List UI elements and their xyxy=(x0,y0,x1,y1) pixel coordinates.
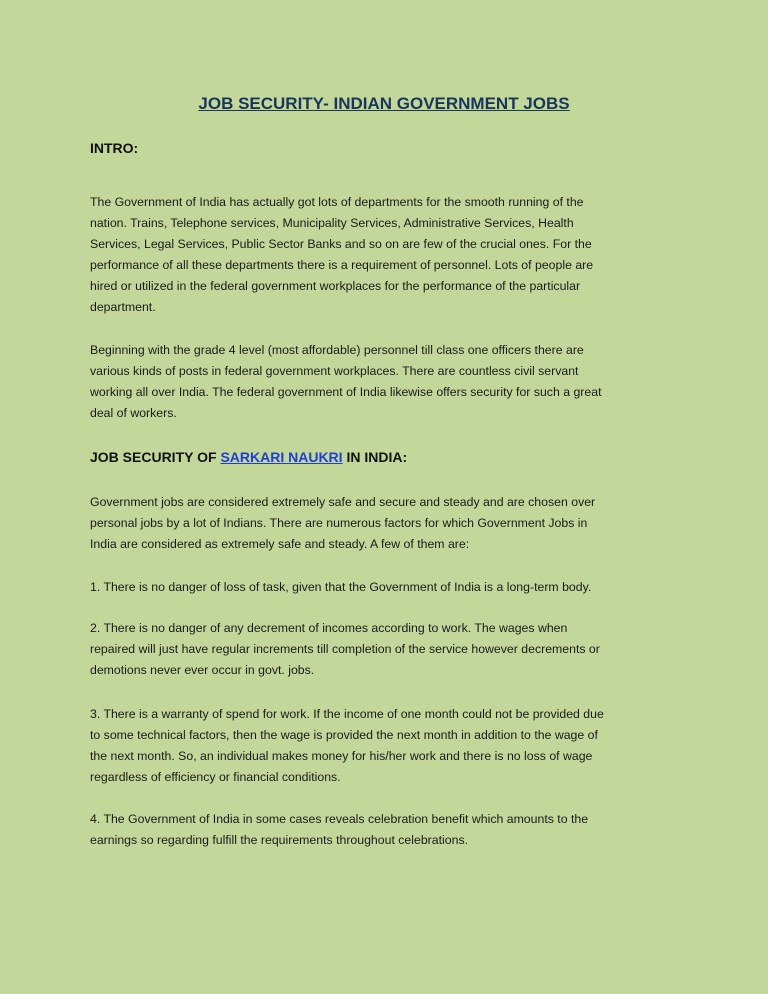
text-line: deal of workers. xyxy=(90,406,177,420)
intro-paragraph-1 xyxy=(90,192,593,318)
text-line: to some technical factors, then the wage is provided the next month in addition to the wage of xyxy=(90,728,598,742)
text-line: 2. There is no danger of any decrement of incomes according to work. The wages when xyxy=(90,621,568,635)
intro-paragraph-2 xyxy=(90,340,602,424)
sarkari-naukri-link[interactable]: SARKARI NAUKRI xyxy=(220,449,343,465)
text-line: India are considered as extremely safe and steady. A few of them are: xyxy=(90,537,470,551)
text-line: The Government of India has actually got lots of departments for the smooth running of the xyxy=(90,195,584,209)
text-line: 1. There is no danger of loss of task, given that the Government of India is a long-term body. xyxy=(90,580,592,594)
text-line: working all over India. The federal government of India likewise offers security for such a great xyxy=(90,385,602,399)
list-item-3 xyxy=(90,704,604,788)
text-line: regardless of efficiency or financial conditions. xyxy=(90,770,341,784)
section-paragraph xyxy=(90,492,595,555)
text-line: various kinds of posts in federal government workplaces. There are countless civil servant xyxy=(90,364,579,378)
text-line: nation. Trains, Telephone services, Municipality Services, Administrative Services, Health xyxy=(90,216,574,230)
section-heading-suffix: IN INDIA: xyxy=(342,449,408,465)
text-line: repaired will just have regular increments till completion of the service however decrements or xyxy=(90,642,600,656)
list-item-1 xyxy=(90,577,591,598)
intro-heading: INTRO: xyxy=(90,140,139,156)
text-line: hired or utilized in the federal government workplaces for the performance of the particular xyxy=(90,279,581,293)
text-line: the next month. So, an individual makes money for his/her work and there is no loss of wage xyxy=(90,749,593,763)
text-line: performance of all these departments there is a requirement of personnel. Lots of people are xyxy=(90,258,594,272)
text-line: 3. There is a warranty of spend for work. If the income of one month could not be provided due xyxy=(90,707,604,721)
list-item-2 xyxy=(90,618,600,681)
text-line: personal jobs by a lot of Indians. There are numerous factors for which Government Jobs in xyxy=(90,516,588,530)
text-line: Services, Legal Services, Public Sector Banks and so on are few of the crucial ones. For the xyxy=(90,237,592,251)
text-line: Government jobs are considered extremely safe and secure and steady and are chosen over xyxy=(90,495,596,509)
text-line: demotions never ever occur in govt. jobs. xyxy=(90,663,315,677)
section-heading-prefix: JOB SECURITY OF xyxy=(90,449,221,465)
text-line: Beginning with the grade 4 level (most affordable) personnel till class one officers there are xyxy=(90,343,584,357)
document-title: JOB SECURITY- INDIAN GOVERNMENT JOBS xyxy=(198,94,570,113)
section-heading xyxy=(90,449,407,465)
text-line: 4. The Government of India in some cases reveals celebration benefit which amounts to the xyxy=(90,812,589,826)
text-line: earnings so regarding fulfill the requirements throughout celebrations. xyxy=(90,833,469,847)
list-item-4 xyxy=(90,809,588,851)
text-line: department. xyxy=(90,300,156,314)
